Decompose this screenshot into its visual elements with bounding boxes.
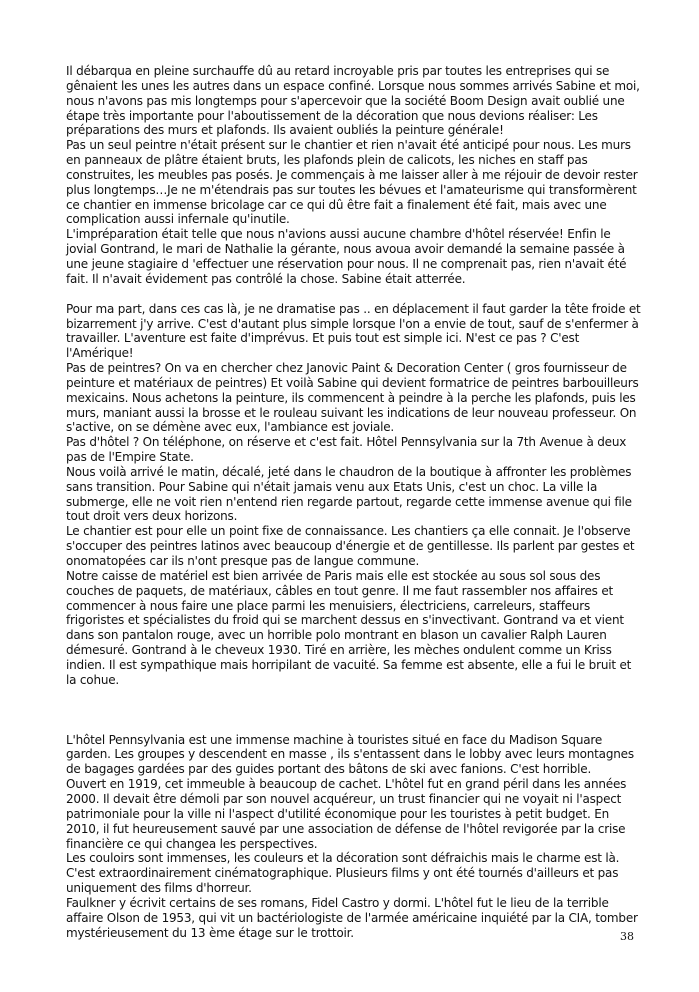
paragraph: Notre caisse de matériel est bien arrivée de Paris mais elle est stockée au sous sol sous des couches de paquets, de matériaux, câbles en tout genre. Il me faut rassembler nos affaires et commencer à nous faire une place parmi les menuisiers, électriciens, carreleurs, staffeurs frigoristes et spécialistes du froid qui se marchent dessus en s'invectivant. Gontrand va et vient dans son pantalon rouge, avec un horrible polo montrant en blason un cavalier Ralph Lauren démesuré. Gontrand à le cheveux 1930. Tiré en arrière, les mèches ondulent comme un Kriss indien. Il est sympathique mais horripilant de vacuité. Sa femme est absente, elle a fui le bruit et la cohue. <box>66 568 632 687</box>
page-number: 38 <box>620 930 634 943</box>
paragraph: Ouvert en 1919, cet immeuble à beaucoup de cachet. L'hôtel fut en grand péril dans les années 2000. Il devait être démoli par son nouvel acquéreur, un trust financier qui ne voyait ni l'aspect patrimoniale pour la ville ni l'aspect d'utilité économique pour les touristes à petit budget. En 2010, il fut heureusement sauvé par une association de défense de l'hôtel revigorée par la crise financière ce qui changea les perspectives. <box>66 777 627 851</box>
paragraph: L'impréparation était telle que nous n'avions aussi aucune chambre d'hôtel réservée! Enfin le jovial Gontrand, le mari de Nathalie la gérante, nous avoua avoir demandé la semaine passée à une jeune stagiaire d 'effectuer une réservation pour nous. Il ne comprenait pas, rien n'avait été fait. Il n'avait évidement pas contrôlé la chose. Sabine était atterrée. <box>66 227 627 286</box>
paragraph: Faulkner y écrivit certains de ses romans, Fidel Castro y dormi. L'hôtel fut le lieu de la terrible affaire Olson de 1953, qui vit un bactériologiste de l'armée américaine inquiété par la CIA, tomber mystérieusement du 13 ème étage sur le trottoir. <box>66 895 638 940</box>
paragraph: Le chantier est pour elle un point fixe de connaissance. Les chantiers ça elle connait. Je l'observe s'occuper des peintres latinos avec beaucoup d'énergie et de gentillesse. Ils parlent par gestes et onomatopées car ils n'ont presque pas de langue commune. <box>66 524 635 568</box>
paragraph: Pas de peintres? On va en chercher chez Janovic Paint & Decoration Center ( gros fournisseur de peinture et matériaux de peintres) Et voilà Sabine qui devient formatrice de peintres barbouilleurs mexicains. Nous achetons la peinture, ils commencent à peindre à la perche les plafonds, puis les murs, maniant aussi la brosse et le rouleau suivant les indications de leur nouveau professeur. On s'active, on se démène avec eux, l'ambiance est joviale. <box>66 361 639 435</box>
paragraph: Pas un seul peintre n'était présent sur le chantier et rien n'avait été anticipé pour nous. Les murs en panneaux de plâtre étaient bruts, les plafonds plein de calicots, les niches en staff pas construites, les meubles pas posés. Je commençais à me laisser aller à me réjouir de devoir rester plus longtemps…Je ne m'étendrais pas sur toutes les bévues et l'amateurisme qui transformèrent ce chantier en immense bricolage car ce qui dû être fait a finalement été fait, mais avec une complication aussi infernale qu'inutile. <box>66 138 638 227</box>
paragraph: Pas d'hôtel ? On téléphone, on réserve et c'est fait. Hôtel Pennsylvania sur la 7th Avenue à deux pas de l'Empire State. <box>66 435 627 465</box>
paragraph: Pour ma part, dans ces cas là, je ne dramatise pas .. en déplacement il faut garder la tête froide et bizarrement j'y arrive. C'est d'autant plus simple lorsque l'on a envie de tout, sauf de s'enfermer à travailler. L'aventure est faite d'imprévus. Et puis tout est simple ici. N'est ce pas ? C'est l'Amérique! <box>66 301 641 361</box>
section-spacer <box>66 688 641 733</box>
paragraph: L'hôtel Pennsylvania est une immense machine à touristes situé en face du Madison Square garden. Les groupes y descendent en masse , ils s'entassent dans le lobby avec leurs montagnes de bagages gardées par des guides portant des bâtons de ski avec fanions. C'est horrible. <box>66 732 634 777</box>
document-body <box>66 64 641 940</box>
paragraph: Les couloirs sont immenses, les couleurs et la décoration sont défraichis mais le charme est là. C'est extraordinairement cinématographique. Plusieurs films y ont été tournés d'ailleurs et pas uniquement des films d'horreur. <box>66 851 620 896</box>
paragraph: Il débarqua en pleine surchauffe dû au retard incroyable pris par toutes les entreprises qui se gênaient les unes les autres dans un espace confiné. Lorsque nous sommes arrivés Sabine et moi, nous n'avons pas mis longtemps pour s'apercevoir que la société Boom Design avait oublié une étape très importante pour l'aboutissement de la décoration que nous devions réaliser: Les préparations des murs et plafonds. Ils avaient oubliés la peinture générale! <box>66 64 640 138</box>
section-spacer <box>66 287 641 302</box>
paragraph: Nous voilà arrivé le matin, décalé, jeté dans le chaudron de la boutique à affronter les problèmes sans transition. Pour Sabine qui n'était jamais venu aux Etats Unis, c'est un choc. La ville la submerge, elle ne voit rien n'entend rien regarde partout, regarde cette immense avenue qui file tout droit vers deux horizons. <box>66 464 632 524</box>
